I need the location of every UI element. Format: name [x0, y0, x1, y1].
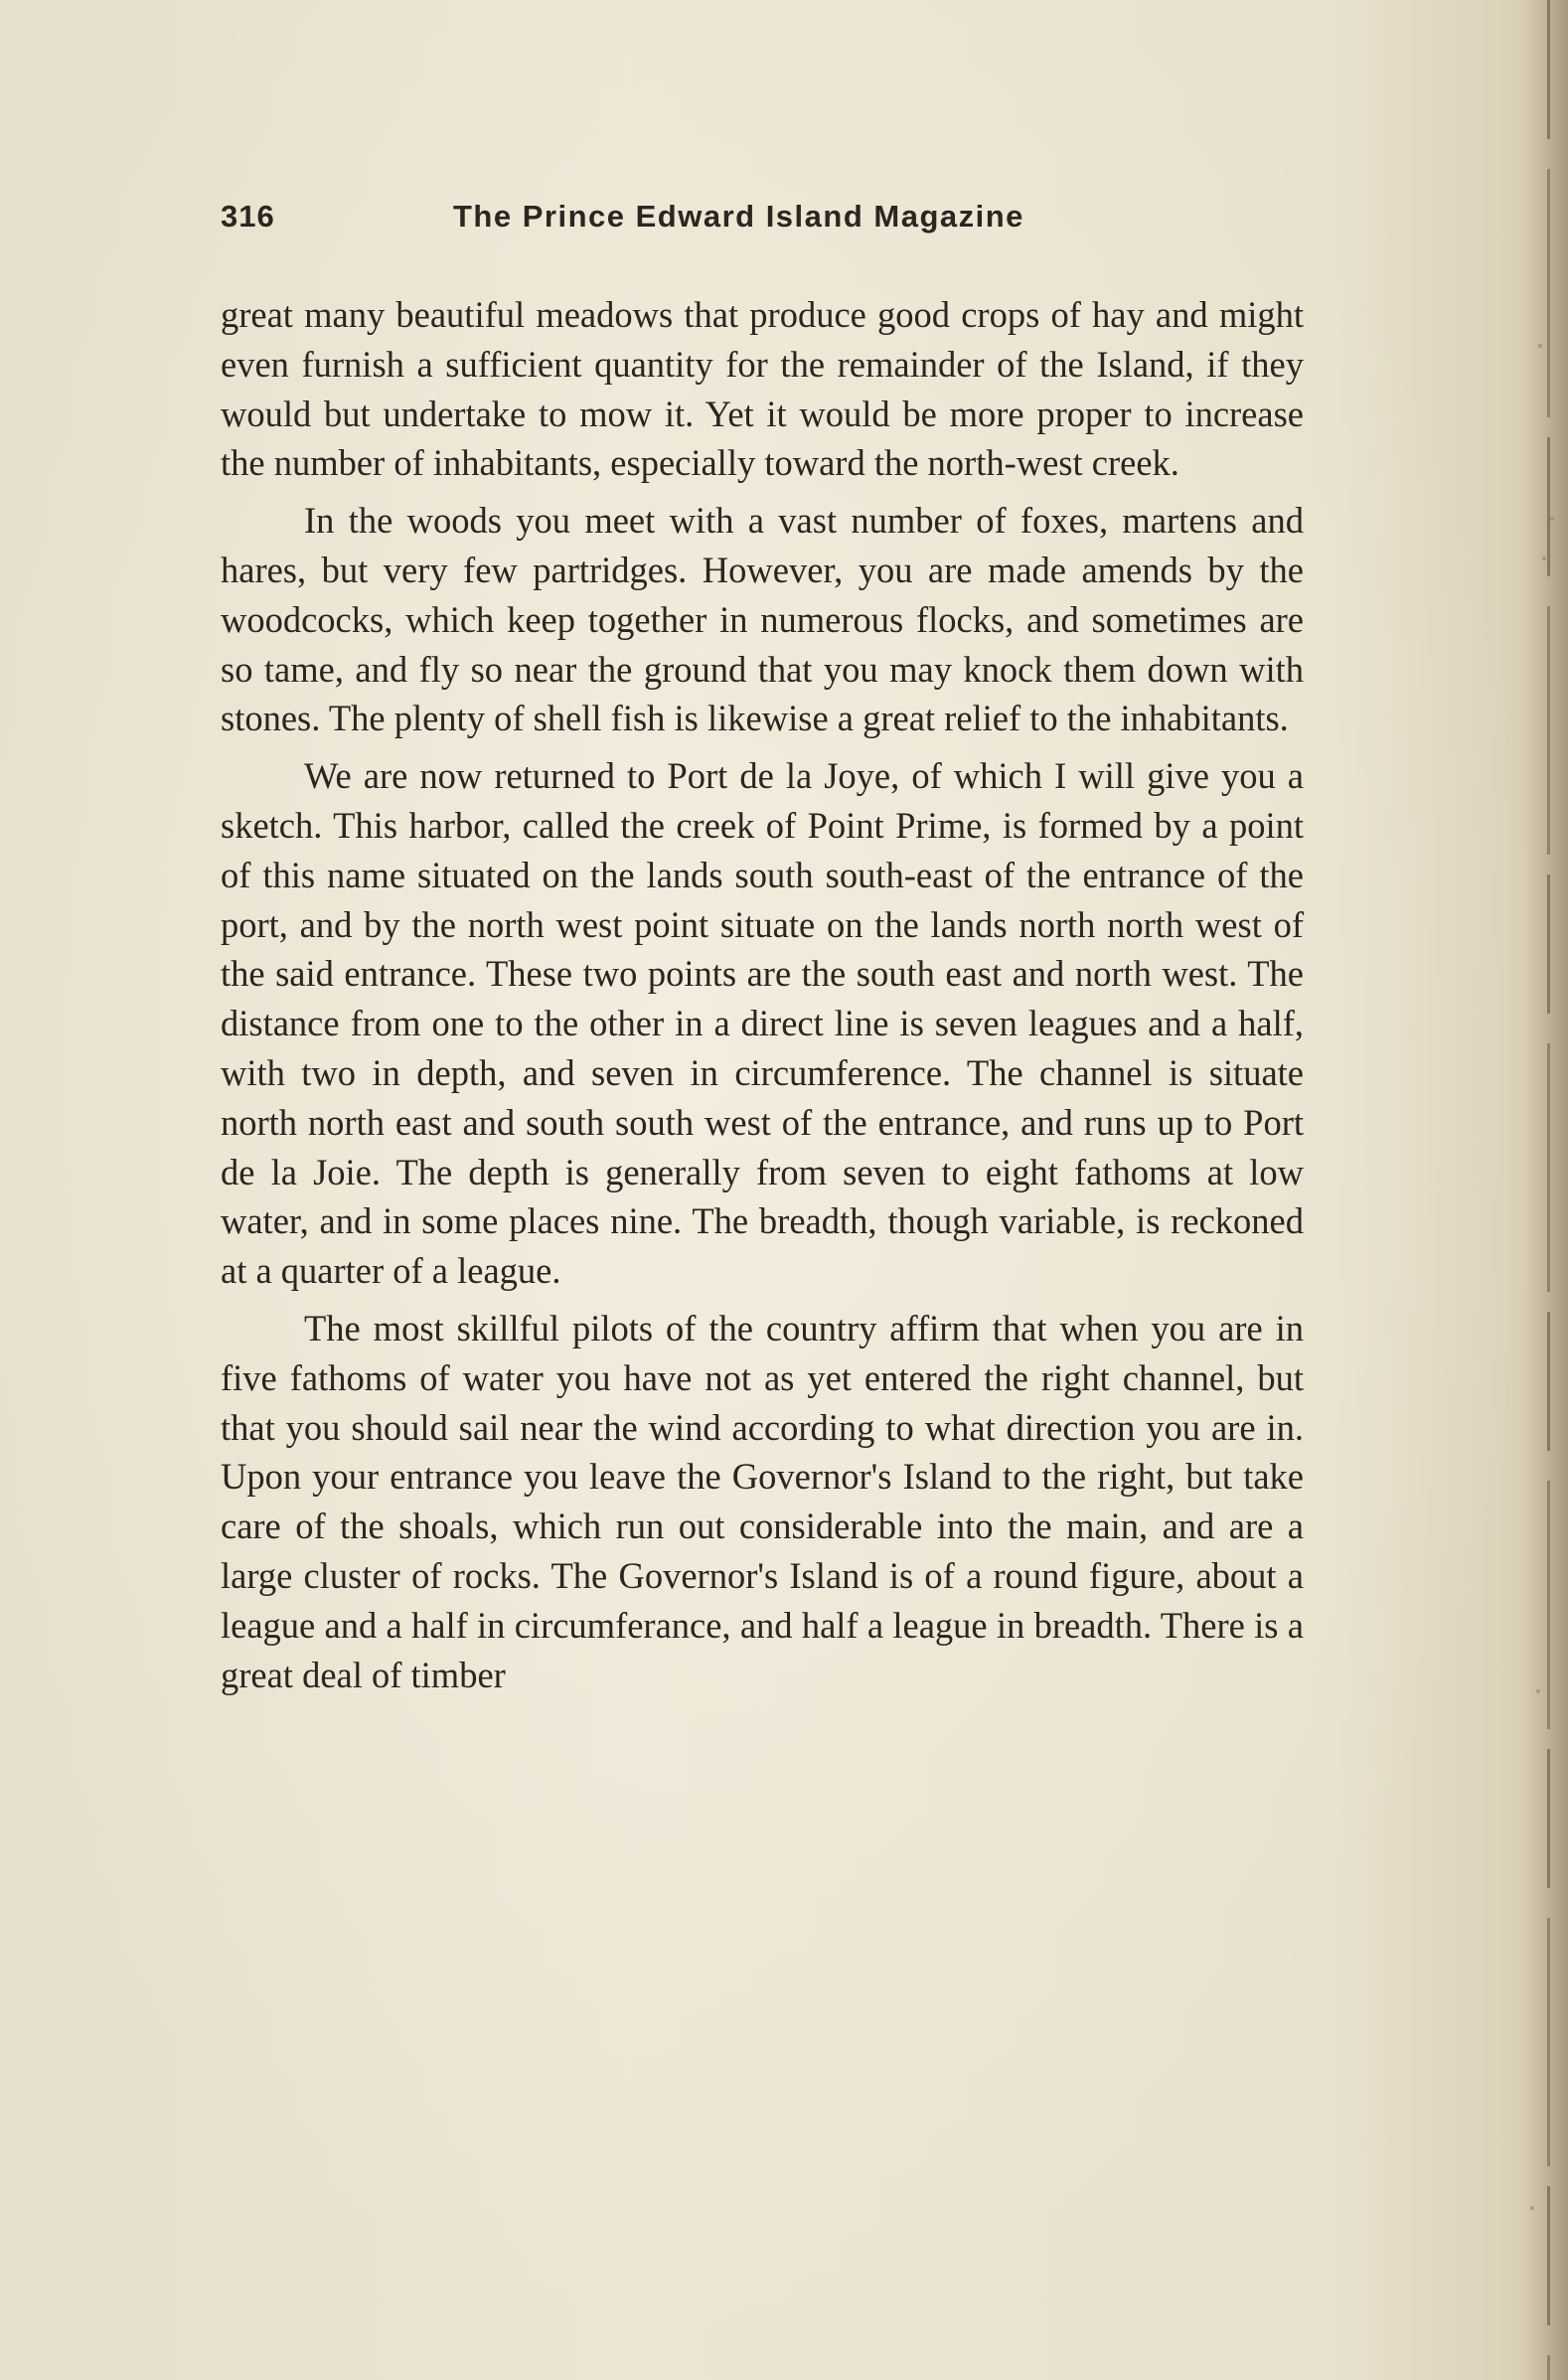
page-number: 316 [221, 199, 275, 234]
page-edge-shadow [1524, 0, 1568, 2380]
paragraph: In the woods you meet with a vast number of foxes, martens and hares, but very few partridges. However, you are made amends by the woodcocks, which keep together in numerous flocks, and sometimes are so tame, and fly so near the ground that you may knock them down with stones. The plenty of shell fish is likewise a great relief to the inhabitants. [221, 500, 1304, 739]
paper-speck [1542, 556, 1546, 560]
body-text [221, 290, 1304, 1699]
paper-speck [1538, 344, 1542, 348]
paragraph: We are now returned to Port de la Joye, of which I will give you a sketch. This harbor, called the creek of Point Prime, is formed by a point of this name situated on the lands south south-east of the entrance of the port, and by the north west point situate on the lands north north west of the said entrance. These two points are the south east and north west. The distance from one to the other in a direct line is seven leagues and a half, with two in depth, and seven in circumference. The channel is situate north north east and south south west of the entrance, and runs up to Port de la Joie. The depth is generally from seven to eight fathoms at low water, and in some places nine. The breadth, though variable, is reckoned at a quarter of a league. [221, 755, 1304, 1292]
paper-speck [1550, 517, 1554, 521]
paper-speck [1530, 2206, 1534, 2210]
running-title: The Prince Edward Island Magazine [453, 199, 1024, 234]
running-head [221, 199, 1304, 248]
paragraph: great many beautiful meadows that produce good crops of hay and might even furnish a sufficient quantity for the remainder of the Island, if they would but undertake to mow it. Yet it would be more proper to increase the number of inhabitants, especially toward the north-west creek. [221, 294, 1304, 484]
paper-speck [1536, 1689, 1540, 1693]
page-edge-line [1547, 0, 1550, 2380]
paragraph: The most skillful pilots of the country affirm that when you are in five fathoms of water you have not as yet entered the right channel, but that you should sail near the wind according to what direction you are in. Upon your entrance you leave the Governor's Island to the right, but take care of the shoals, which run out considerable into the main, and are a large cluster of rocks. The Governor's Island is of a round figure, about a league and a half in circumferance, and half a league in breadth. There is a great deal of timber [221, 1307, 1304, 1695]
